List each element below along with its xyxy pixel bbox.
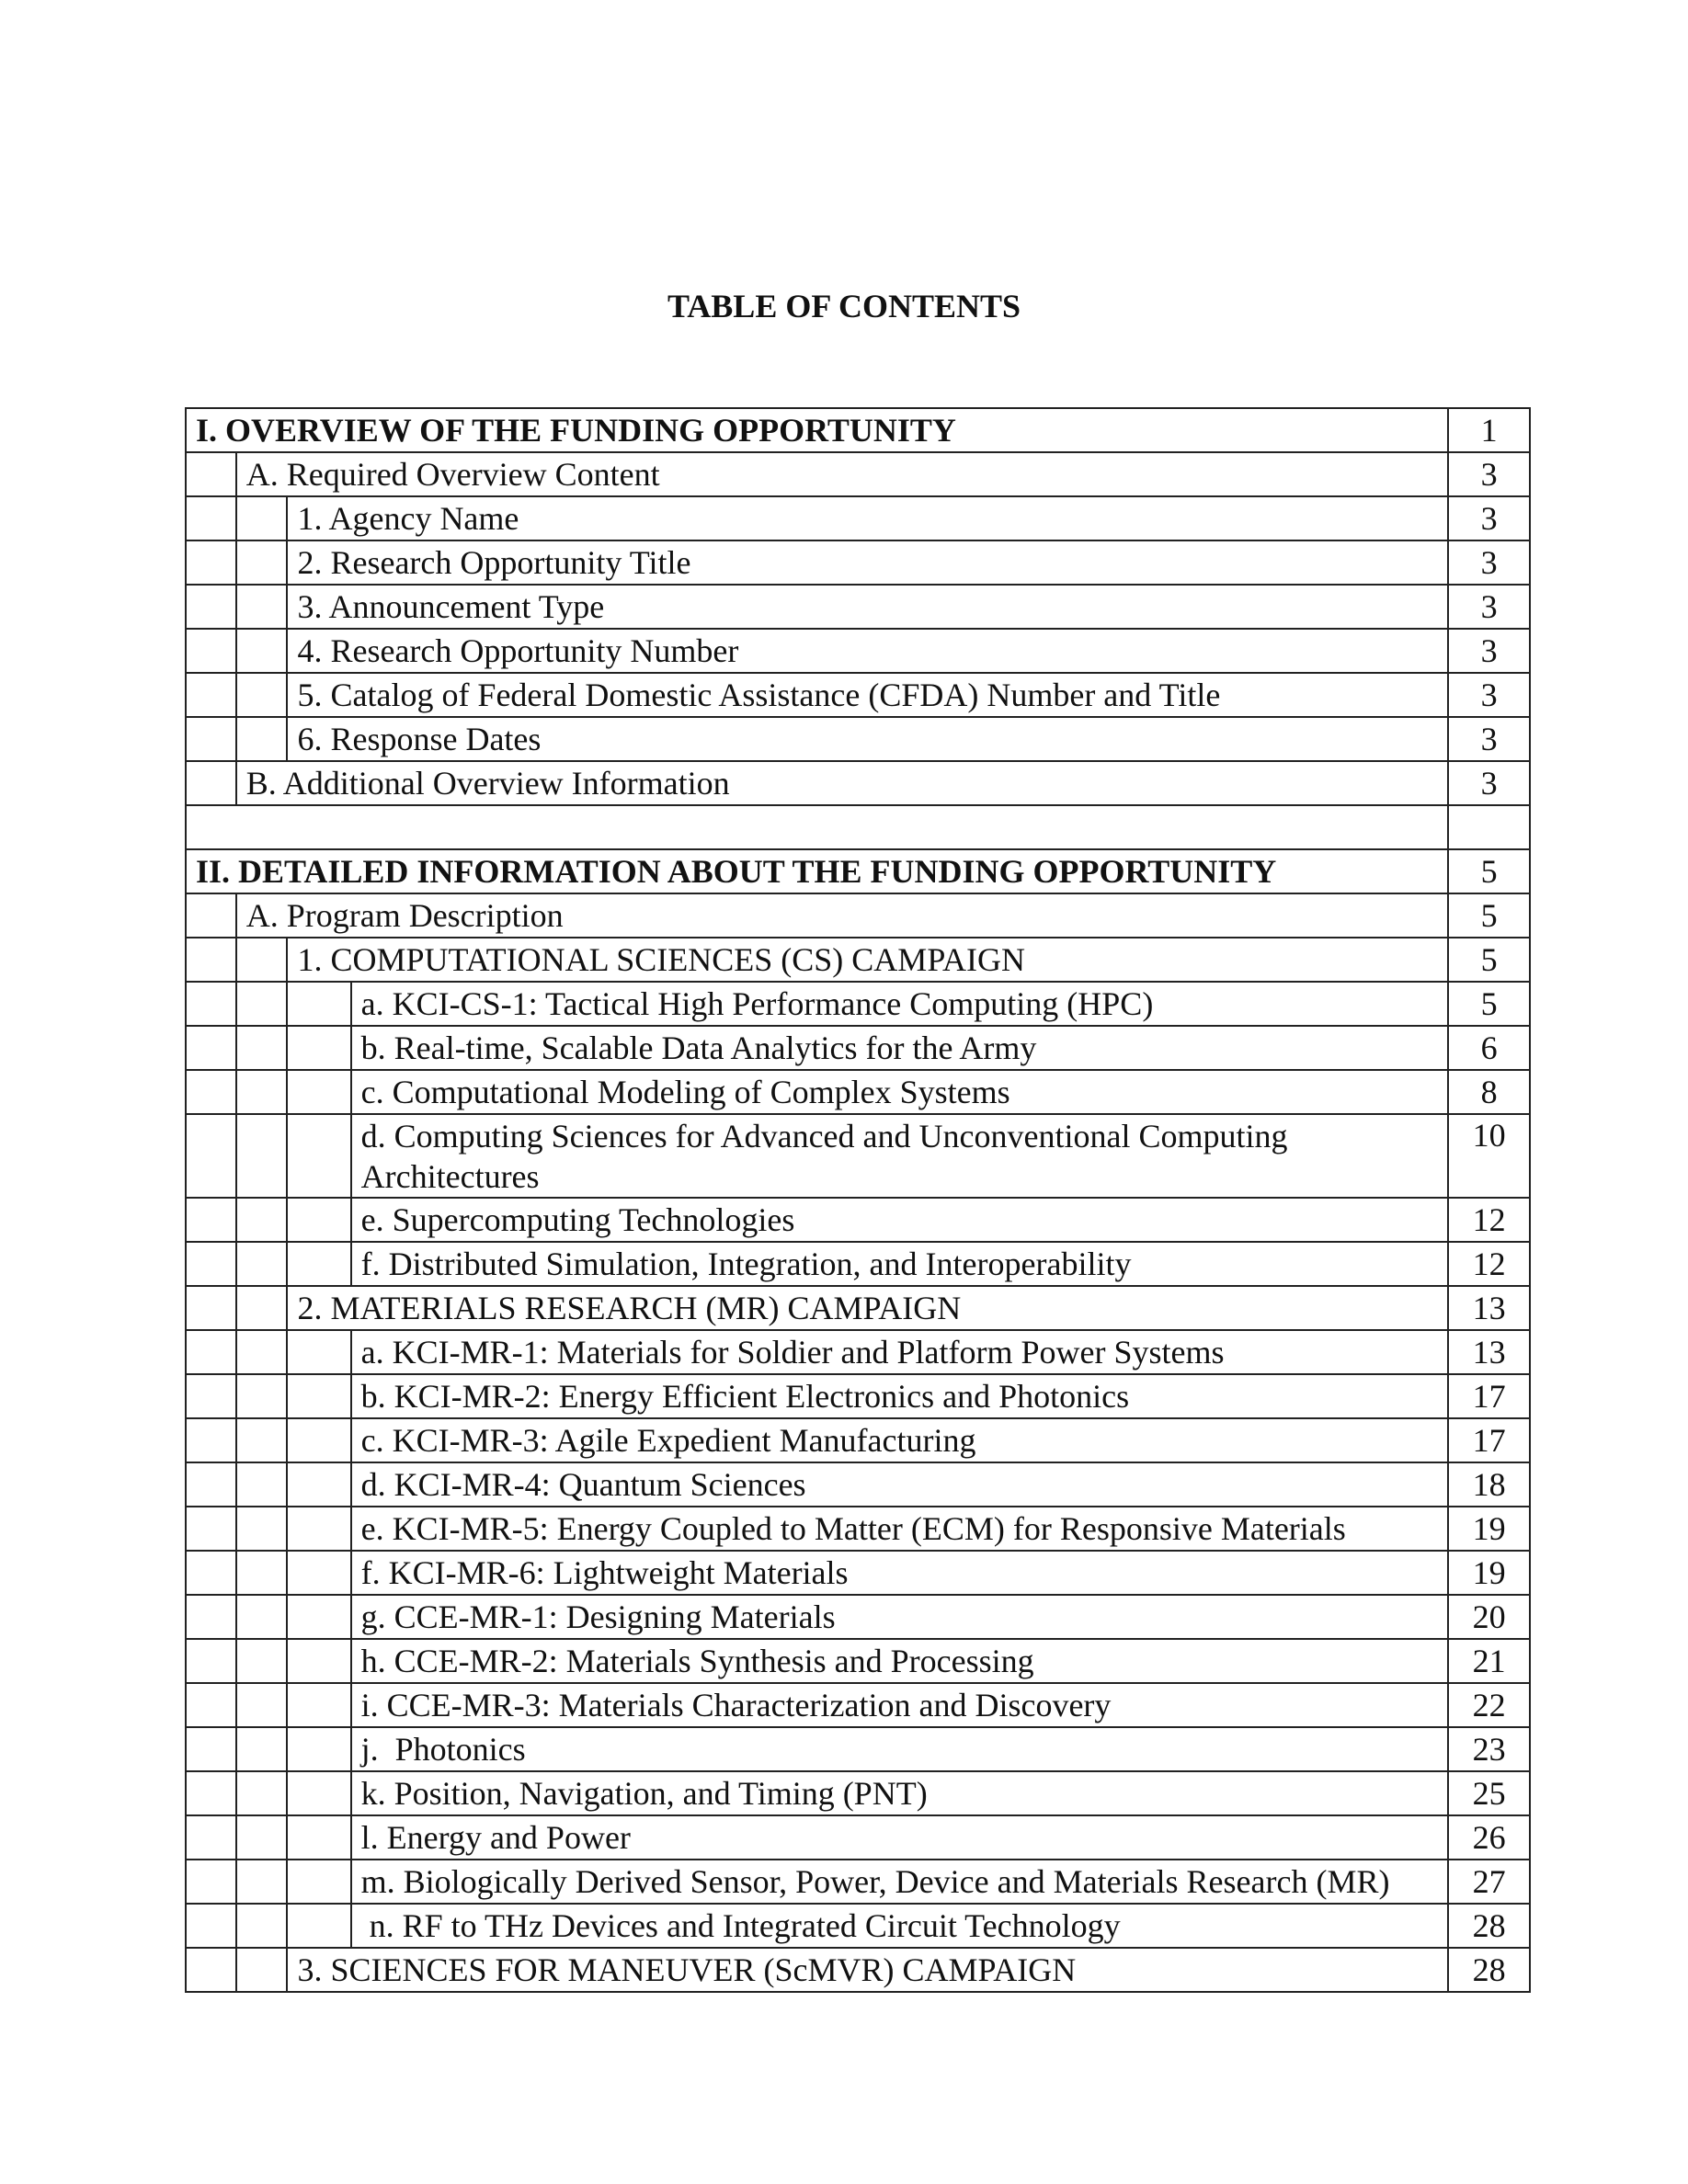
toc-indent-cell [186,585,236,629]
toc-indent-cell [287,1683,350,1727]
toc-entry-title: j. Photonics [351,1727,1449,1771]
toc-indent-cell [186,1860,236,1904]
toc-entry-title: 2. Research Opportunity Title [287,540,1448,585]
toc-row [186,761,1530,805]
toc-indent-cell [186,1815,236,1860]
toc-indent-cell [287,1551,350,1595]
toc-indent-cell [186,1418,236,1462]
toc-page-number: 18 [1448,1462,1530,1507]
toc-entry-title: 3. Announcement Type [287,585,1448,629]
toc-indent-cell [287,1242,350,1286]
toc-indent-cell [236,1418,288,1462]
toc-row [186,673,1530,717]
toc-entry-title: l. Energy and Power [351,1815,1449,1860]
toc-table [185,407,1531,1993]
toc-entry-title: 1. COMPUTATIONAL SCIENCES (CS) CAMPAIGN [287,938,1448,982]
toc-indent-cell [236,1330,288,1374]
toc-row [186,496,1530,540]
toc-indent-cell [186,1551,236,1595]
toc-indent-cell [186,1507,236,1551]
toc-indent-cell [236,1771,288,1815]
toc-page-number: 17 [1448,1418,1530,1462]
toc-entry-title: f. Distributed Simulation, Integration, and Interoperability [351,1242,1449,1286]
toc-indent-cell [287,1639,350,1683]
toc-indent-cell [287,1727,350,1771]
toc-row [186,1860,1530,1904]
toc-indent-cell [236,1639,288,1683]
toc-page-number: 3 [1448,761,1530,805]
toc-entry-title: A. Required Overview Content [236,452,1448,496]
toc-page-number: 3 [1448,452,1530,496]
toc-row [186,1507,1530,1551]
toc-row [186,408,1530,452]
toc-indent-cell [287,1904,350,1948]
toc-page-number: 3 [1448,540,1530,585]
toc-indent-cell [236,540,288,585]
toc-indent-cell [236,982,288,1026]
toc-entry-title: f. KCI-MR-6: Lightweight Materials [351,1551,1449,1595]
toc-row [186,1462,1530,1507]
toc-indent-cell [287,1070,350,1114]
toc-indent-cell [236,1286,288,1330]
toc-row [186,982,1530,1026]
toc-entry-title: i. CCE-MR-3: Materials Characterization and Discovery [351,1683,1449,1727]
toc-page-number: 23 [1448,1727,1530,1771]
toc-row [186,1198,1530,1242]
toc-indent-cell [186,1595,236,1639]
toc-page-number: 10 [1448,1114,1530,1198]
toc-indent-cell [236,1551,288,1595]
toc-indent-cell [186,1330,236,1374]
toc-indent-cell [236,1114,288,1198]
toc-entry-title: I. OVERVIEW OF THE FUNDING OPPORTUNITY [186,408,1448,452]
toc-row [186,849,1530,893]
toc-entry-title: h. CCE-MR-2: Materials Synthesis and Processing [351,1639,1449,1683]
toc-indent-cell [186,1727,236,1771]
toc-row [186,1948,1530,1992]
toc-row [186,717,1530,761]
toc-entry-title: 5. Catalog of Federal Domestic Assistance (CFDA) Number and Title [287,673,1448,717]
toc-page-number: 5 [1448,849,1530,893]
toc-page-number: 3 [1448,673,1530,717]
toc-entry-title: k. Position, Navigation, and Timing (PNT) [351,1771,1449,1815]
toc-entry-title: 3. SCIENCES FOR MANEUVER (ScMVR) CAMPAIGN [287,1948,1448,1992]
toc-page-number: 12 [1448,1198,1530,1242]
toc-indent-cell [236,1727,288,1771]
toc-indent-cell [287,982,350,1026]
toc-indent-cell [186,1904,236,1948]
toc-page-number: 3 [1448,585,1530,629]
toc-entry-title: a. KCI-CS-1: Tactical High Performance Computing (HPC) [351,982,1449,1026]
toc-row [186,1551,1530,1595]
toc-indent-cell [186,540,236,585]
toc-page-number: 1 [1448,408,1530,452]
toc-entry-title: e. KCI-MR-5: Energy Coupled to Matter (ECM) for Responsive Materials [351,1507,1449,1551]
toc-page-number: 25 [1448,1771,1530,1815]
toc-indent-cell [186,982,236,1026]
toc-indent-cell [236,1242,288,1286]
toc-entry-title: 6. Response Dates [287,717,1448,761]
toc-entry-title: b. Real-time, Scalable Data Analytics for the Army [351,1026,1449,1070]
toc-row [186,893,1530,938]
toc-indent-cell [236,717,288,761]
toc-page-number: 28 [1448,1904,1530,1948]
toc-indent-cell [186,1026,236,1070]
toc-entry-title: m. Biologically Derived Sensor, Power, Device and Materials Research (MR) [351,1860,1449,1904]
toc-indent-cell [186,761,236,805]
toc-page-number: 5 [1448,893,1530,938]
toc-indent-cell [186,1374,236,1418]
toc-indent-cell [236,1507,288,1551]
toc-page-number: 19 [1448,1507,1530,1551]
toc-indent-cell [287,1374,350,1418]
toc-row [186,629,1530,673]
toc-blank-row [186,805,1530,849]
toc-row [186,1330,1530,1374]
toc-indent-cell [186,1948,236,1992]
toc-indent-cell [186,1683,236,1727]
toc-page-number: 17 [1448,1374,1530,1418]
toc-entry-title: 1. Agency Name [287,496,1448,540]
toc-indent-cell [236,673,288,717]
toc-indent-cell [186,1639,236,1683]
toc-page-number: 3 [1448,629,1530,673]
toc-indent-cell [287,1462,350,1507]
toc-entry-title: d. KCI-MR-4: Quantum Sciences [351,1462,1449,1507]
toc-row [186,452,1530,496]
toc-page-number: 8 [1448,1070,1530,1114]
toc-indent-cell [287,1198,350,1242]
toc-page-number: 21 [1448,1639,1530,1683]
toc-row [186,1595,1530,1639]
toc-indent-cell [287,1114,350,1198]
toc-entry-title: d. Computing Sciences for Advanced and Unconventional Computing Architectures [351,1114,1449,1198]
toc-row [186,1683,1530,1727]
toc-page-number: 5 [1448,938,1530,982]
toc-row [186,1374,1530,1418]
toc-indent-cell [236,938,288,982]
toc-indent-cell [287,1815,350,1860]
toc-indent-cell [186,938,236,982]
toc-row [186,1070,1530,1114]
toc-page-number: 5 [1448,982,1530,1026]
toc-indent-cell [186,1462,236,1507]
toc-row [186,1904,1530,1948]
page-title: TABLE OF CONTENTS [667,288,1021,324]
toc-entry-title: e. Supercomputing Technologies [351,1198,1449,1242]
toc-page-number: 22 [1448,1683,1530,1727]
toc-indent-cell [186,496,236,540]
toc-row [186,540,1530,585]
toc-row [186,1242,1530,1286]
toc-page-number: 13 [1448,1286,1530,1330]
toc-indent-cell [186,1114,236,1198]
toc-page-number: 28 [1448,1948,1530,1992]
toc-entry-title: c. KCI-MR-3: Agile Expedient Manufacturing [351,1418,1449,1462]
toc-indent-cell [186,1198,236,1242]
toc-page-number: 6 [1448,1026,1530,1070]
toc-indent-cell [186,452,236,496]
toc-entry-title: n. RF to THz Devices and Integrated Circuit Technology [351,1904,1449,1948]
toc-indent-cell [186,717,236,761]
toc-indent-cell [186,673,236,717]
toc-row [186,1418,1530,1462]
toc-indent-cell [186,1286,236,1330]
toc-indent-cell [287,1595,350,1639]
toc-entry-title: c. Computational Modeling of Complex Systems [351,1070,1449,1114]
toc-indent-cell [287,1418,350,1462]
toc-indent-cell [236,1026,288,1070]
toc-entry-title: g. CCE-MR-1: Designing Materials [351,1595,1449,1639]
toc-body [186,408,1530,1992]
toc-indent-cell [287,1771,350,1815]
toc-indent-cell [236,1683,288,1727]
toc-indent-cell [287,1026,350,1070]
toc-indent-cell [236,1070,288,1114]
toc-row [186,1815,1530,1860]
toc-indent-cell [287,1330,350,1374]
toc-indent-cell [236,1595,288,1639]
toc-entry-title: 4. Research Opportunity Number [287,629,1448,673]
toc-indent-cell [186,629,236,673]
toc-page-number: 3 [1448,496,1530,540]
toc-indent-cell [236,1815,288,1860]
toc-page-number: 27 [1448,1860,1530,1904]
toc-indent-cell [287,1507,350,1551]
toc-entry-title: B. Additional Overview Information [236,761,1448,805]
toc-page-number [1448,805,1530,849]
toc-page-number: 26 [1448,1815,1530,1860]
toc-row [186,1727,1530,1771]
toc-entry-title: 2. MATERIALS RESEARCH (MR) CAMPAIGN [287,1286,1448,1330]
toc-indent-cell [236,1860,288,1904]
toc-page-number: 12 [1448,1242,1530,1286]
toc-row [186,1771,1530,1815]
toc-indent-cell [236,496,288,540]
toc-row [186,1286,1530,1330]
toc-indent-cell [186,1242,236,1286]
toc-row [186,938,1530,982]
toc-row [186,1639,1530,1683]
toc-indent-cell [287,1860,350,1904]
toc-indent-cell [186,1070,236,1114]
toc-entry-title: II. DETAILED INFORMATION ABOUT THE FUNDING OPPORTUNITY [186,849,1448,893]
toc-page-number: 19 [1448,1551,1530,1595]
toc-indent-cell [186,1771,236,1815]
toc-indent-cell [236,1198,288,1242]
toc-row [186,1114,1530,1198]
toc-indent-cell [236,1462,288,1507]
toc-row [186,585,1530,629]
toc-entry-title: b. KCI-MR-2: Energy Efficient Electronics and Photonics [351,1374,1449,1418]
toc-row [186,1026,1530,1070]
toc-entry-title: a. KCI-MR-1: Materials for Soldier and Platform Power Systems [351,1330,1449,1374]
toc-page-number: 3 [1448,717,1530,761]
toc-indent-cell [236,1948,288,1992]
toc-indent-cell [236,1374,288,1418]
toc-indent-cell [236,1904,288,1948]
toc-entry-title [186,805,1448,849]
toc-indent-cell [236,585,288,629]
toc-page-number: 20 [1448,1595,1530,1639]
toc-entry-title: A. Program Description [236,893,1448,938]
toc-indent-cell [186,893,236,938]
toc-page-number: 13 [1448,1330,1530,1374]
toc-indent-cell [236,629,288,673]
